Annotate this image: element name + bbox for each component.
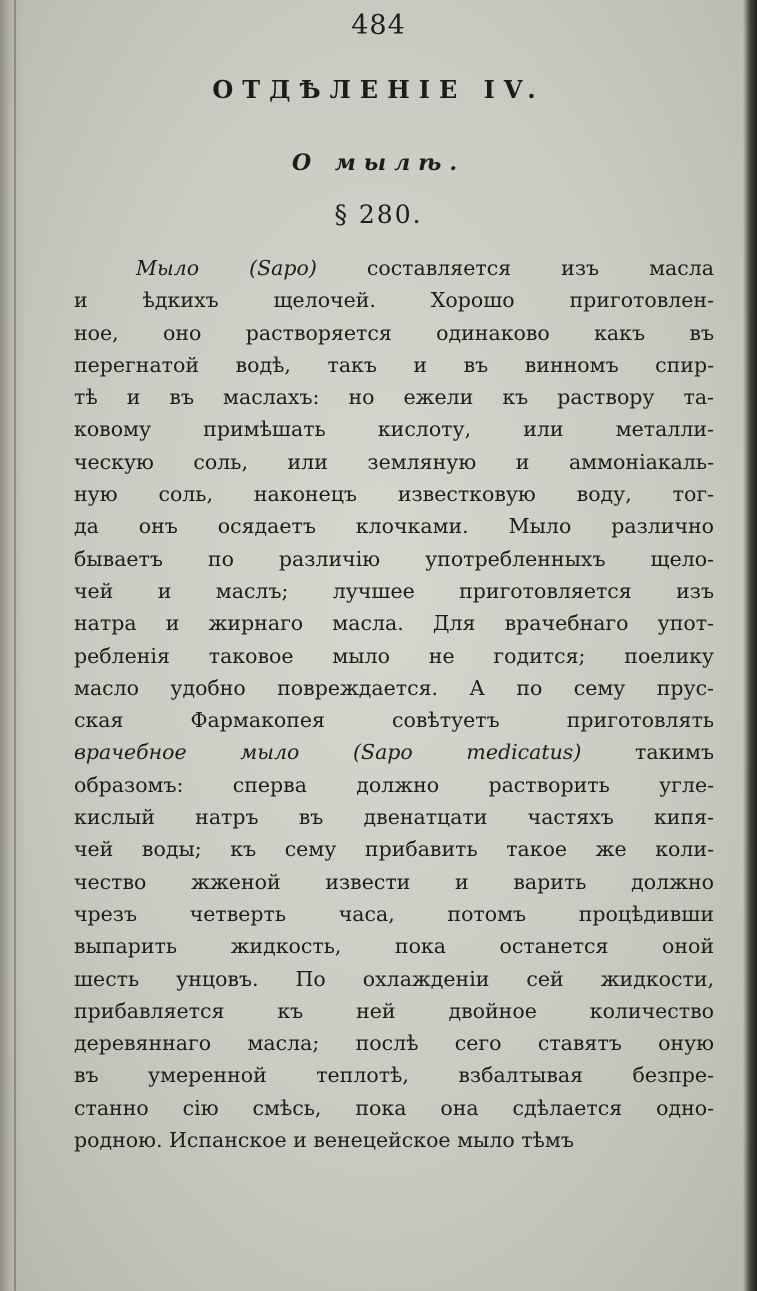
- text-line: [74, 1059, 714, 1091]
- text-line: [74, 413, 714, 445]
- page-binding-shadow: [0, 0, 26, 1291]
- line-text: чрезъ четверть часа, потомъ процѣдивши: [74, 901, 714, 926]
- text-line: [74, 866, 714, 898]
- line-text: и ѣдкихъ щелочей. Хорошо приготовлен-: [74, 288, 714, 313]
- line-text: родною. Испанское и венецейское мыло тѣмъ: [74, 1128, 574, 1153]
- text-line: [74, 510, 714, 542]
- line-text: да онъ осядаетъ клочками. Мыло различно: [74, 514, 714, 539]
- line-text: ное, оно растворяется одинаково какъ въ: [74, 320, 714, 345]
- line-text: перегнатой водѣ, такъ и въ винномъ спир-: [74, 352, 714, 377]
- text-line: [74, 672, 714, 704]
- body-text: [74, 252, 714, 1156]
- line-text: шесть унцовъ. По охлажденіи сей жидкости,: [74, 966, 714, 991]
- text-line: [74, 349, 714, 381]
- page-right-edge-shadow: [743, 0, 757, 1291]
- line-text: чей воды; къ сему прибавить такое же коли-: [74, 837, 714, 862]
- text-line: [74, 736, 714, 768]
- line-text: чество жженой извести и варить должно: [74, 869, 714, 894]
- text-line: [74, 995, 714, 1027]
- line-text: чей и маслъ; лучшее приготовляется изъ: [74, 578, 714, 603]
- text-line: [74, 898, 714, 930]
- text-line: [74, 704, 714, 736]
- line-text: образомъ: сперва должно растворить угле-: [74, 772, 714, 797]
- text-line: [74, 769, 714, 801]
- line-text: тѣ и въ маслахъ: но ежели къ раствору та-: [74, 385, 714, 410]
- text-line: [74, 930, 714, 962]
- italic-term: Мыло (Sapo): [136, 256, 317, 280]
- line-text: прибавляется къ ней двойное количество: [74, 998, 714, 1023]
- line-text: ковому примѣшать кислоту, или металли-: [74, 417, 714, 442]
- text-line: [74, 801, 714, 833]
- line-text: ную соль, наконецъ известковую воду, тог-: [74, 482, 714, 507]
- text-line: [74, 607, 714, 639]
- text-line: [74, 381, 714, 413]
- line-text: масло удобно повреждается. А по сему прус-: [74, 675, 714, 700]
- line-text: составляется изъ масла: [316, 256, 714, 280]
- text-line: [74, 1092, 714, 1124]
- text-line: [74, 1124, 714, 1156]
- section-heading: ОТДѢЛЕНІЕ IV.: [212, 75, 545, 104]
- line-text: станно сію смѣсь, пока она сдѣлается одно-: [74, 1095, 714, 1120]
- text-line: [74, 478, 714, 510]
- text-line: [74, 1027, 714, 1059]
- paragraph-number: § 280.: [334, 200, 423, 229]
- text-line: [74, 446, 714, 478]
- text-line: [74, 833, 714, 865]
- text-line: [74, 317, 714, 349]
- text-line: [74, 284, 714, 316]
- line-text: бываетъ по различію употребленныхъ щело-: [74, 546, 714, 571]
- italic-term: врачебное мыло (Sapo medicatus): [74, 740, 582, 765]
- line-text: кислый натръ въ двенатцати частяхъ кипя-: [74, 805, 714, 830]
- text-line: [74, 963, 714, 995]
- line-text: въ умеренной теплотѣ, взбалтывая безпре-: [74, 1063, 714, 1088]
- text-line: [74, 640, 714, 672]
- line-text: выпарить жидкость, пока останется оной: [74, 934, 714, 959]
- text-line: [74, 543, 714, 575]
- line-text: деревяннаго масла; послѣ сего ставятъ оную: [74, 1031, 714, 1056]
- line-text: такимъ: [581, 740, 714, 765]
- section-subheading: О мылѣ.: [292, 150, 465, 176]
- line-text: ческую соль, или земляную и аммоніакаль-: [74, 449, 714, 474]
- line-text: ская Фармакопея совѣтуетъ приготовлять: [74, 708, 714, 733]
- line-text: ребленія таковое мыло не годится; поелику: [74, 643, 714, 668]
- line-text: натра и жирнаго масла. Для врачебнаго упот-: [74, 611, 714, 636]
- text-line: [74, 575, 714, 607]
- page-gutter-line: [14, 0, 16, 1291]
- text-line: [74, 252, 714, 284]
- page-number: 484: [351, 10, 406, 41]
